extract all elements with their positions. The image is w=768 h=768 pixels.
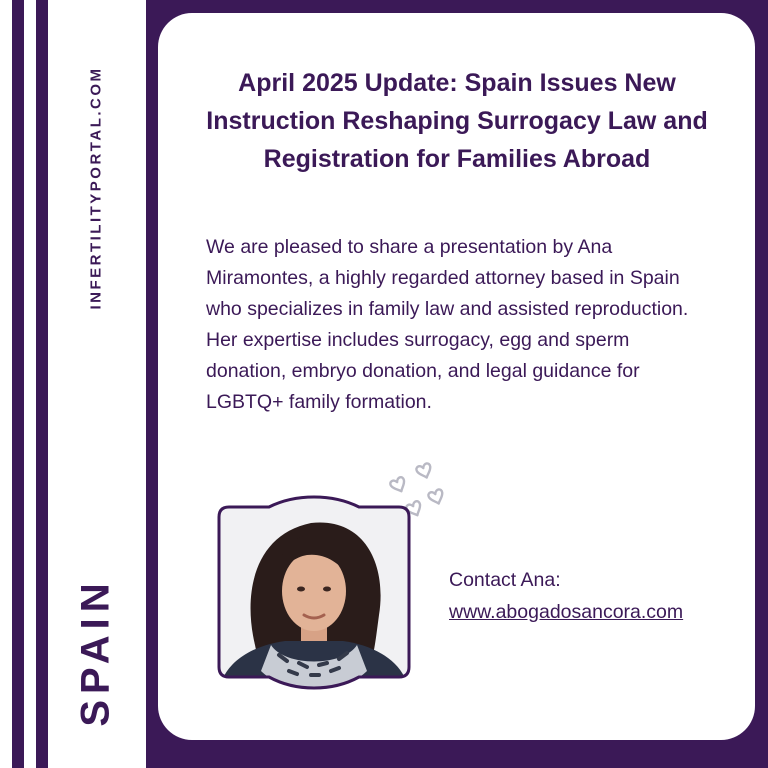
contact-link[interactable]: www.abogadosancora.com: [449, 601, 684, 623]
headline: April 2025 Update: Spain Issues New Instruction Reshaping Surrogacy Law and Registration for Families Abroad: [206, 69, 708, 173]
country-label: SPAIN: [73, 577, 118, 727]
contact-label: Contact Ana:: [449, 569, 561, 591]
intro-text: We are pleased to share a presentation by Ana Miramontes, a highly regarded attorney based in Spain who specializes in family law and assisted reproduction. Her expertise includes surrogacy, egg and sperm donation, embryo donation, and legal guidance for LGBTQ+ family formation.: [206, 236, 689, 413]
left-stripe: [12, 0, 24, 768]
left-stripe: [36, 0, 48, 768]
portrait-photo: [215, 495, 413, 692]
site-name: INFERTILITYPORTAL.COM: [87, 66, 105, 310]
